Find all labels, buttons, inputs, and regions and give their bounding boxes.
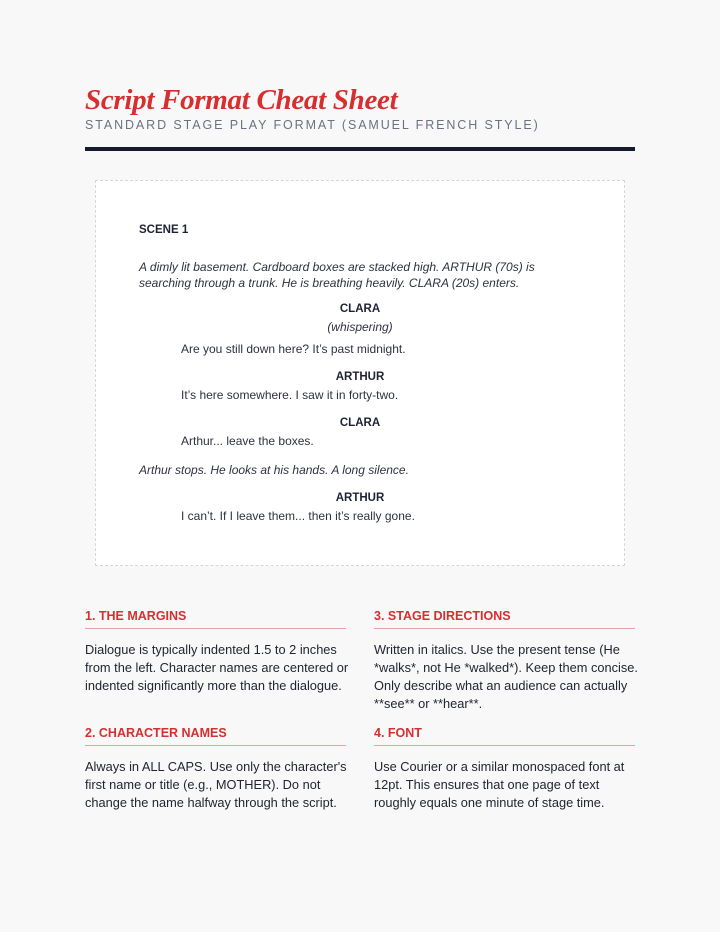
script-example-panel <box>95 180 625 566</box>
section-heading-margins: 1. THE MARGINS <box>85 609 346 629</box>
parenthetical: (whispering) <box>327 320 393 334</box>
dialogue-line: I can’t. If I leave them... then it’s really gone. <box>181 509 415 523</box>
character-name: CLARA <box>339 417 381 429</box>
header-divider <box>85 147 635 151</box>
stage-direction-line: A dimly lit basement. Cardboard boxes are stacked high. ARTHUR (70s) is <box>139 260 535 274</box>
dialogue-line: It’s here somewhere. I saw it in forty-two. <box>181 388 399 402</box>
page-title: Script Format Cheat Sheet <box>85 84 398 116</box>
dialogue-line: Are you still down here? It’s past midnight. <box>181 342 406 356</box>
character-name: CLARA <box>339 303 381 315</box>
stage-direction-line: searching through a trunk. He is breathing heavily. CLARA (20s) enters. <box>139 276 520 290</box>
page-subtitle: STANDARD STAGE PLAY FORMAT (SAMUEL FRENCH STYLE) <box>85 118 540 132</box>
dialogue-line: Arthur... leave the boxes. <box>181 434 314 448</box>
section-heading-stage-directions: 3. STAGE DIRECTIONS <box>374 609 635 629</box>
character-name: ARTHUR <box>335 492 385 504</box>
stage-direction-line: Arthur stops. He looks at his hands. A long silence. <box>139 463 409 477</box>
section-body-stage-directions: Written in italics. Use the present tense (He *walks*, not He *walked*). Keep them concise. Only describe what an audience can actually **see** or **hear**. <box>374 642 638 711</box>
section-body-margins: Dialogue is typically indented 1.5 to 2 inches from the left. Character names are centered or indented significantly more than the dialogue. <box>85 642 349 693</box>
section-heading-font: 4. FONT <box>374 726 635 746</box>
character-name: ARTHUR <box>335 371 385 383</box>
section-body-font: Use Courier or a similar monospaced font at 12pt. This ensures that one page of text roughly equals one minute of stage time. <box>374 759 625 810</box>
section-heading-character-names: 2. CHARACTER NAMES <box>85 726 346 746</box>
section-body-character-names: Always in ALL CAPS. Use only the character's first name or title (e.g., MOTHER). Do not change the name halfway through the script. <box>85 759 347 810</box>
scene-heading: SCENE 1 <box>139 224 189 236</box>
